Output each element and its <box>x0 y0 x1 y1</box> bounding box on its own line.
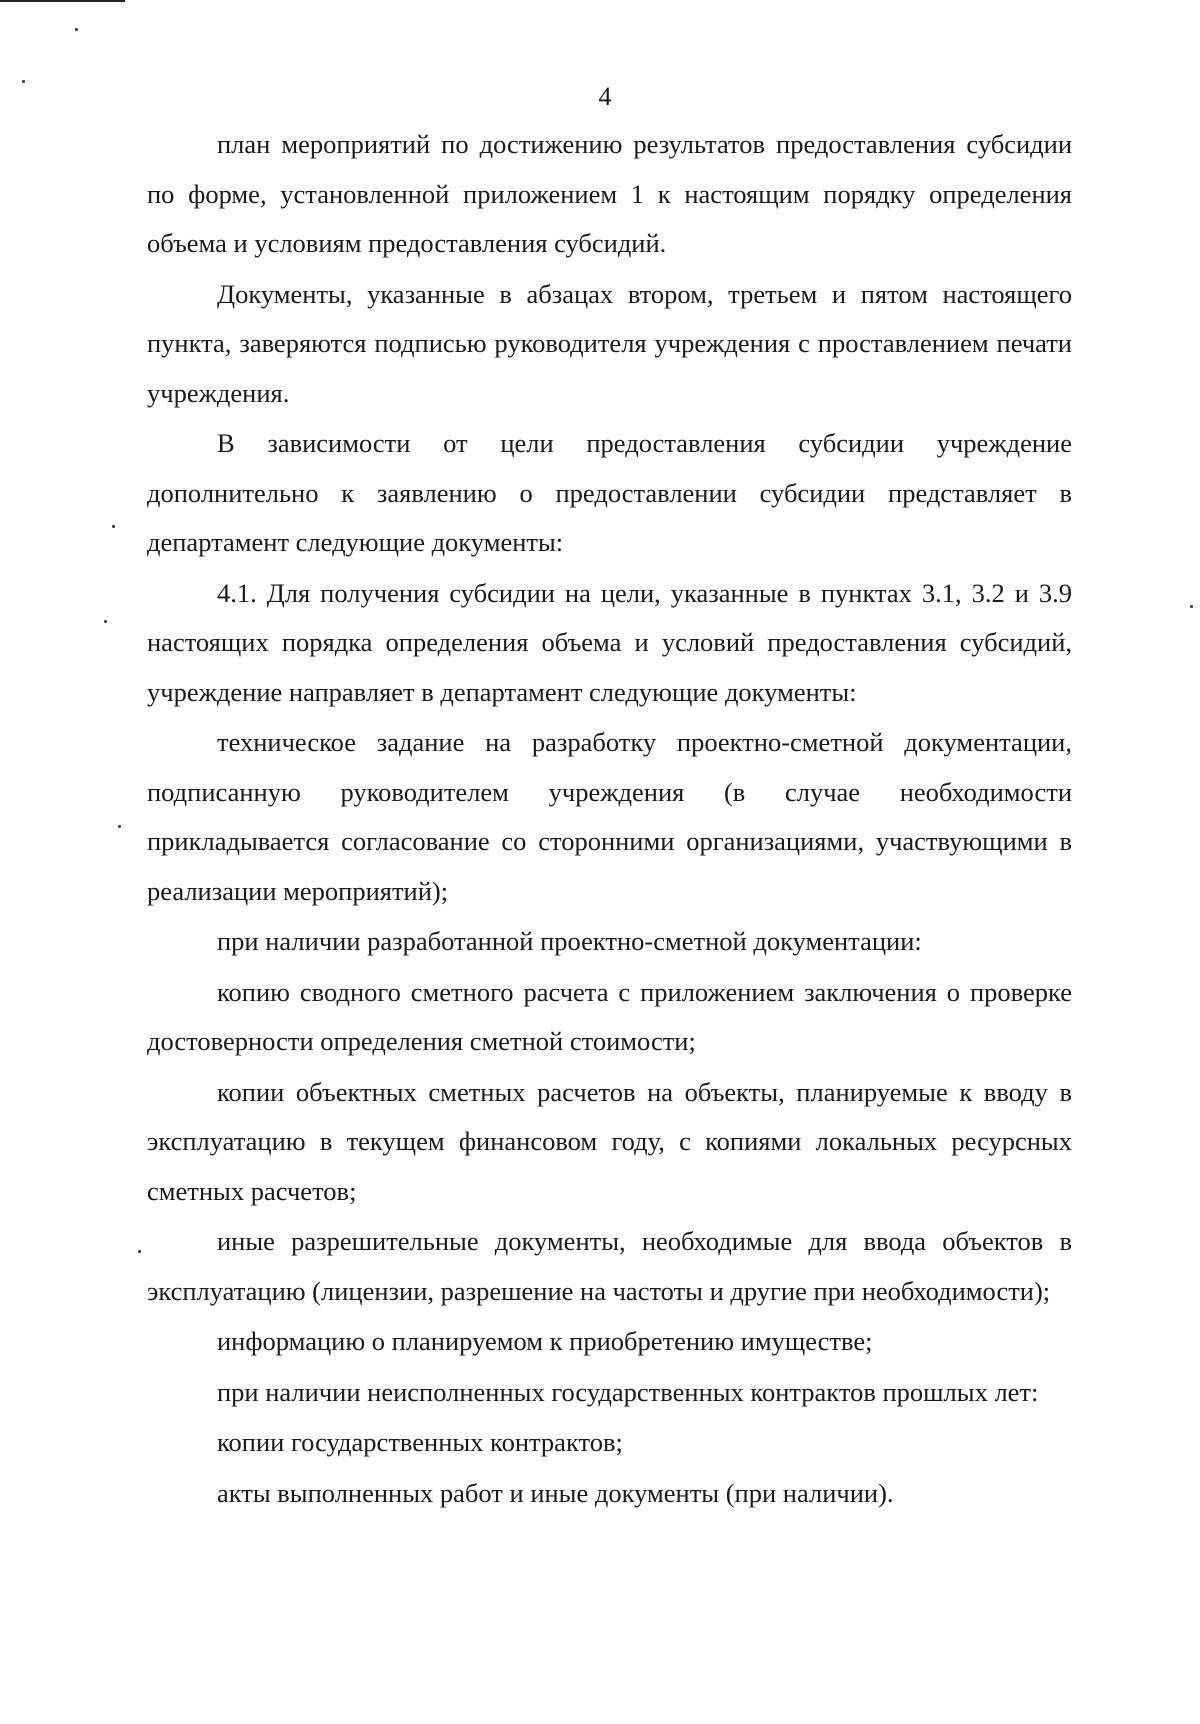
paragraph: информацию о планируемом к приобретению имуществе; <box>217 1326 873 1356</box>
paragraph: при наличии разработанной проектно-сметной документации: <box>217 926 922 956</box>
paragraph: акты выполненных работ и иные документы (при наличии). <box>217 1477 894 1508</box>
top-rule <box>0 0 125 2</box>
scan-speck <box>112 525 115 528</box>
paragraph: копии государственных контрактов; <box>217 1427 623 1457</box>
paragraph: В зависимости от цели предоставления субсидии учреждение дополнительно к заявлению о предоставлении субсидии представляет в департамент следующие документы: <box>147 428 1072 557</box>
paragraph: копии объектных сметных расчетов на объекты, планируемые к вводу в эксплуатацию в текущем финансовом году, с копиями локальных ресурсных сметных расчетов; <box>147 1076 1072 1206</box>
document-body <box>147 120 1072 1519</box>
page-number: 4 <box>598 82 612 111</box>
scan-speck <box>118 825 121 828</box>
paragraph: техническое задание на разработку проектно-сметной документации, подписанную руководителем учреждения (в случае необходимости прикладывается согласование со сторонними организациями, участвующими в реализации мероприятий); <box>147 727 1072 906</box>
paragraph: копию сводного сметного расчета с приложением заключения о проверке достоверности определения сметной стоимости; <box>147 976 1072 1056</box>
scan-speck <box>75 28 78 31</box>
paragraph: 4.1. Для получения субсидии на цели, указанные в пунктах 3.1, 3.2 и 3.9 настоящих порядка определения объема и условий предоставления субсидий, учреждение направляет в департамент следующие документы: <box>147 577 1072 707</box>
scan-speck <box>138 1250 141 1253</box>
paragraph: при наличии неисполненных государственных контрактов прошлых лет: <box>217 1376 1039 1407</box>
paragraph: иные разрешительные документы, необходимые для ввода объектов в эксплуатацию (лицензии, разрешение на частоты и другие при необходимости); <box>147 1226 1072 1306</box>
paragraph: Документы, указанные в абзацах втором, третьем и пятом настоящего пункта, заверяются подписью руководителя учреждения с проставлением печати учреждения. <box>147 278 1072 408</box>
scan-speck <box>104 620 107 623</box>
scan-speck <box>1190 605 1193 608</box>
paragraph: план мероприятий по достижению результатов предоставления субсидии по форме, установленной приложением 1 к настоящим порядку определения объема и условиям предоставления субсидий. <box>147 129 1072 258</box>
